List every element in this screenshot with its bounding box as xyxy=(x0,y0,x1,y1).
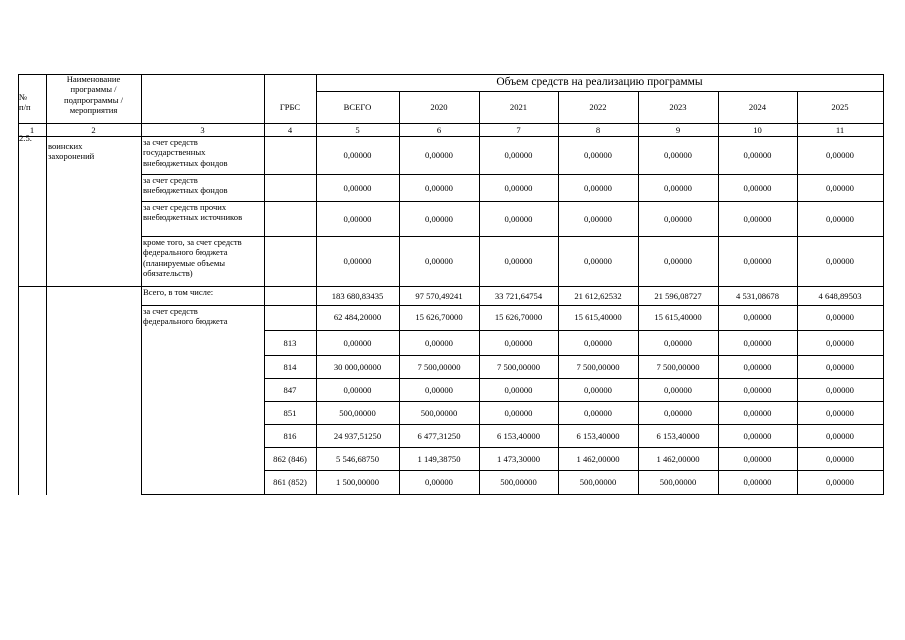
amount-cell: 0,00000 xyxy=(664,408,692,418)
amount-cell: 21 612,62532 xyxy=(574,291,622,301)
amount-cell: 0,00000 xyxy=(743,338,772,348)
amount-cell: 0,00000 xyxy=(743,183,772,193)
funding-source: за счет средств прочих внебюджетных источников xyxy=(143,202,243,223)
amount-cell: 0,00000 xyxy=(584,183,612,193)
amount-cell: 15 615,40000 xyxy=(574,312,622,322)
row-rule xyxy=(264,355,884,356)
grbs-code: 814 xyxy=(283,362,297,372)
amount-cell: 500,00000 xyxy=(659,477,697,487)
amount-cell: 0,00000 xyxy=(826,477,854,487)
amount-cell: 6 477,31250 xyxy=(417,431,461,441)
row-rule xyxy=(264,330,884,331)
amount-cell: 0,00000 xyxy=(504,183,533,193)
amount-cell: 0,00000 xyxy=(664,150,692,160)
amount-cell: 0,00000 xyxy=(826,385,854,395)
amount-cell: 0,00000 xyxy=(343,338,372,348)
amount-cell: 1 473,30000 xyxy=(497,454,540,464)
amount-cell: 0,00000 xyxy=(743,408,772,418)
amount-cell: 1 462,00000 xyxy=(656,454,700,464)
grbs-code: 813 xyxy=(283,338,297,348)
table-top-rule xyxy=(18,74,884,75)
amount-cell: 21 596,08727 xyxy=(654,291,702,301)
amount-cell: 0,00000 xyxy=(826,150,854,160)
header-grbs: ГРБС xyxy=(279,102,301,112)
amount-cell: 0,00000 xyxy=(425,385,453,395)
amount-cell: 0,00000 xyxy=(826,431,854,441)
funding-source: за счет средств внебюджетных фондов xyxy=(143,175,228,196)
amount-cell: 62 484,20000 xyxy=(333,312,382,322)
amount-cell: 0,00000 xyxy=(584,150,612,160)
amount-cell: 500,00000 xyxy=(339,408,376,418)
amount-cell: 0,00000 xyxy=(826,338,854,348)
amount-cell: 6 153,40000 xyxy=(656,431,700,441)
header-year: 2025 xyxy=(831,102,849,112)
amount-cell: 7 500,00000 xyxy=(576,362,620,372)
amount-cell: 0,00000 xyxy=(343,385,372,395)
amount-cell: 0,00000 xyxy=(425,256,453,266)
amount-cell: 33 721,64754 xyxy=(494,291,543,301)
amount-cell: 0,00000 xyxy=(425,183,453,193)
amount-cell: 183 680,83435 xyxy=(331,291,384,301)
column-border xyxy=(883,74,884,495)
amount-cell: 0,00000 xyxy=(826,454,854,464)
row-rule xyxy=(264,378,884,379)
grbs-code: 861 (852) xyxy=(273,477,307,487)
amount-cell: 24 937,51250 xyxy=(333,431,382,441)
header-sub-rule xyxy=(316,91,884,92)
funding-source: Всего, в том числе: xyxy=(143,287,214,297)
amount-cell: 0,00000 xyxy=(504,214,533,224)
column-number: 3 xyxy=(200,125,205,135)
column-number: 6 xyxy=(436,125,442,135)
amount-cell: 0,00000 xyxy=(584,214,612,224)
header-year: 2020 xyxy=(430,102,448,112)
row-rule xyxy=(264,447,884,448)
header-volume-title: Объем средств на реализацию программы xyxy=(496,76,703,88)
column-number: 4 xyxy=(287,125,293,135)
table-bottom-rule xyxy=(141,494,884,495)
amount-cell: 1 149,38750 xyxy=(417,454,461,464)
amount-cell: 0,00000 xyxy=(743,214,772,224)
amount-cell: 0,00000 xyxy=(664,183,692,193)
amount-cell: 0,00000 xyxy=(504,338,533,348)
amount-cell: 6 153,40000 xyxy=(497,431,540,441)
amount-cell: 0,00000 xyxy=(343,150,372,160)
column-number: 5 xyxy=(355,125,360,135)
column-number: 1 xyxy=(29,125,35,135)
amount-cell: 0,00000 xyxy=(743,150,772,160)
header-program-name: Наименование программы / подпрограммы / мероприятия xyxy=(63,74,124,116)
amount-cell: 0,00000 xyxy=(826,408,854,418)
amount-cell: 0,00000 xyxy=(664,385,692,395)
grbs-code: 847 xyxy=(283,385,297,395)
amount-cell: 0,00000 xyxy=(343,183,372,193)
item-number: 2.5. xyxy=(19,133,32,143)
amount-cell: 1 500,00000 xyxy=(336,477,379,487)
header-total: ВСЕГО xyxy=(343,102,372,112)
amount-cell: 0,00000 xyxy=(425,338,453,348)
amount-cell: 0,00000 xyxy=(743,454,772,464)
amount-cell: 7 500,00000 xyxy=(417,362,461,372)
amount-cell: 0,00000 xyxy=(664,256,692,266)
amount-cell: 97 570,49241 xyxy=(415,291,463,301)
amount-cell: 0,00000 xyxy=(743,385,772,395)
amount-cell: 0,00000 xyxy=(584,338,612,348)
amount-cell: 5 546,68750 xyxy=(336,454,379,464)
amount-cell: 7 500,00000 xyxy=(656,362,700,372)
amount-cell: 15 626,70000 xyxy=(494,312,543,322)
amount-cell: 0,00000 xyxy=(504,385,533,395)
row-rule xyxy=(264,470,884,471)
amount-cell: 0,00000 xyxy=(343,214,372,224)
amount-cell: 0,00000 xyxy=(584,408,612,418)
amount-cell: 0,00000 xyxy=(664,214,692,224)
header-year: 2023 xyxy=(669,102,687,112)
header-number: № п/п xyxy=(19,92,31,113)
amount-cell: 0,00000 xyxy=(826,362,854,372)
column-number: 7 xyxy=(516,125,521,135)
amount-cell: 500,00000 xyxy=(579,477,617,487)
amount-cell: 0,00000 xyxy=(826,183,854,193)
amount-cell: 0,00000 xyxy=(743,431,772,441)
funding-source: за счет средств государственных внебюджетных фондов xyxy=(143,137,228,168)
grbs-code: 851 xyxy=(283,408,297,418)
amount-cell: 0,00000 xyxy=(504,150,533,160)
column-border xyxy=(46,74,47,495)
amount-cell: 0,00000 xyxy=(425,477,453,487)
amount-cell: 0,00000 xyxy=(743,312,772,322)
amount-cell: 7 500,00000 xyxy=(497,362,540,372)
amount-cell: 500,00000 xyxy=(500,477,537,487)
column-number: 10 xyxy=(753,125,762,135)
column-number: 2 xyxy=(91,125,96,135)
amount-cell: 15 615,40000 xyxy=(654,312,702,322)
amount-cell: 0,00000 xyxy=(584,256,612,266)
funding-source: за счет средств федерального бюджета xyxy=(143,306,228,327)
amount-cell: 0,00000 xyxy=(743,477,772,487)
amount-cell: 0,00000 xyxy=(584,385,612,395)
amount-cell: 0,00000 xyxy=(343,256,372,266)
amount-cell: 4 648,89503 xyxy=(818,291,862,301)
amount-cell: 0,00000 xyxy=(504,256,533,266)
amount-cell: 0,00000 xyxy=(664,338,692,348)
header-bottom-rule xyxy=(18,123,884,124)
funding-source: кроме того, за счет средств федерального бюджета (планируемые объемы обязательств) xyxy=(143,237,242,279)
amount-cell: 30 000,00000 xyxy=(333,362,382,372)
column-number: 9 xyxy=(675,125,681,135)
item-name: воинских захоронений xyxy=(48,141,95,162)
grbs-code: 816 xyxy=(283,431,297,441)
column-border xyxy=(141,74,142,495)
amount-cell: 0,00000 xyxy=(743,362,772,372)
amount-cell: 0,00000 xyxy=(826,312,854,322)
header-year: 2024 xyxy=(748,102,767,112)
row-rule xyxy=(264,401,884,402)
amount-cell: 15 626,70000 xyxy=(415,312,463,322)
column-number: 11 xyxy=(835,125,845,135)
amount-cell: 500,00000 xyxy=(420,408,458,418)
amount-cell: 0,00000 xyxy=(425,150,453,160)
amount-cell: 1 462,00000 xyxy=(576,454,620,464)
amount-cell: 0,00000 xyxy=(425,214,453,224)
amount-cell: 4 531,08678 xyxy=(736,291,779,301)
amount-cell: 6 153,40000 xyxy=(576,431,620,441)
amount-cell: 0,00000 xyxy=(826,214,854,224)
column-number: 8 xyxy=(595,125,601,135)
amount-cell: 0,00000 xyxy=(743,256,772,266)
amount-cell: 0,00000 xyxy=(504,408,533,418)
amount-cell: 0,00000 xyxy=(826,256,854,266)
grbs-code: 862 (846) xyxy=(273,454,307,464)
row-rule xyxy=(264,424,884,425)
header-year: 2021 xyxy=(509,102,528,112)
header-year: 2022 xyxy=(589,102,607,112)
